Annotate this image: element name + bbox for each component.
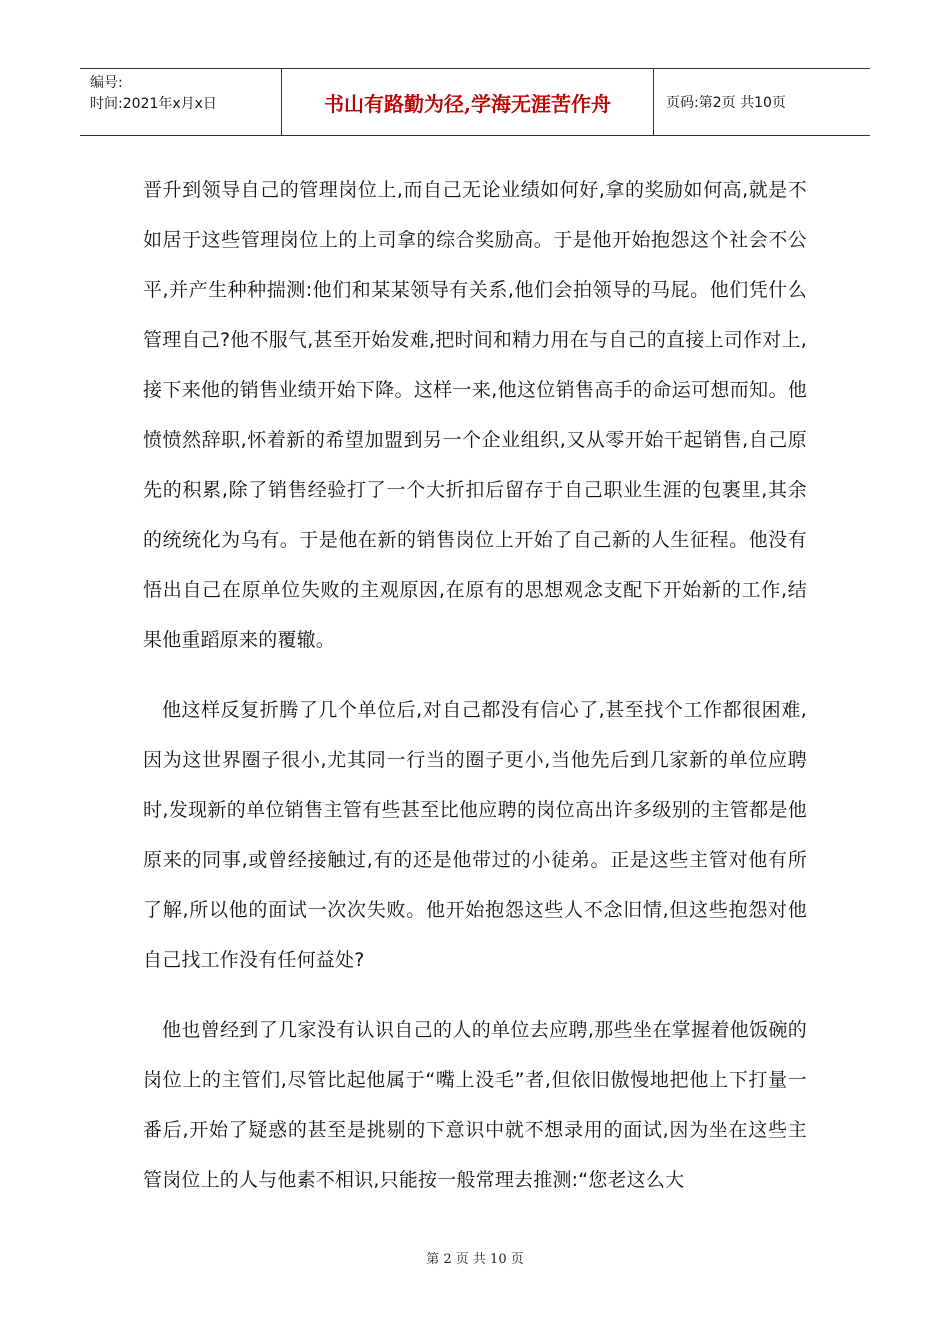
header-meta-cell	[80, 69, 282, 135]
paragraph: 晋升到领导自己的管理岗位上,而自己无论业绩如何好,拿的奖励如何高,就是不如居于这些管理岗位上的上司拿的综合奖励高。于是他开始抱怨这个社会不公平,并产生种种揣测:他们和某某领导有关系,他们会拍领导的马屁。他们凭什么管理自己?他不服气,甚至开始发难,把时间和精力用在与自己的直接上司作对上,接下来他的销售业绩开始下降。这样一来,他这位销售高手的命运可想而知。他愤愤然辞职,怀着新的希望加盟到另一个企业组织,又从零开始干起销售,自己原先的积累,除了销售经验打了一个大折扣后留存于自己职业生涯的包裹里,其余的统统化为乌有。于是他在新的销售岗位上开始了自己新的人生征程。他没有悟出自己在原单位失败的主观原因,在原有的思想观念支配下开始新的工作,结果他重蹈原来的覆辙。	[143, 179, 807, 651]
header-page-cell	[654, 69, 870, 135]
page-footer: 第 2 页 共 10 页	[426, 1252, 524, 1267]
document-body	[143, 165, 807, 1205]
document-header	[80, 68, 870, 136]
header-motto-cell	[282, 69, 654, 135]
time-label: 时间:2021年x月x日	[90, 96, 217, 112]
paragraph: 他这样反复折腾了几个单位后,对自己都没有信心了,甚至找个工作都很困难,因为这世界圈子很小,尤其同一行当的圈子更小,当他先后到几家新的单位应聘时,发现新的单位销售主管有些甚至比他应聘的岗位高出许多级别的主管都是他原来的同事,或曾经接触过,有的还是他带过的小徒弟。正是这些主管对他有所了解,所以他的面试一次次失败。他开始抱怨这些人不念旧情,但这些抱怨对他自己找工作没有任何益处?	[143, 699, 807, 971]
page-info: 页码:第2页 共10页	[666, 95, 786, 111]
motto-text: 书山有路勤为径,学海无涯苦作舟	[324, 91, 611, 116]
number-label: 编号:	[90, 75, 123, 91]
paragraph: 他也曾经到了几家没有认识自己的人的单位去应聘,那些坐在掌握着他饭碗的岗位上的主管们,尽管比起他属于“嘴上没毛”者,但依旧傲慢地把他上下打量一番后,开始了疑惑的甚至是挑剔的下意识中就不想录用的面试,因为坐在这些主管岗位上的人与他素不相识,只能按一般常理去推测:“您老这么大	[143, 1019, 807, 1191]
